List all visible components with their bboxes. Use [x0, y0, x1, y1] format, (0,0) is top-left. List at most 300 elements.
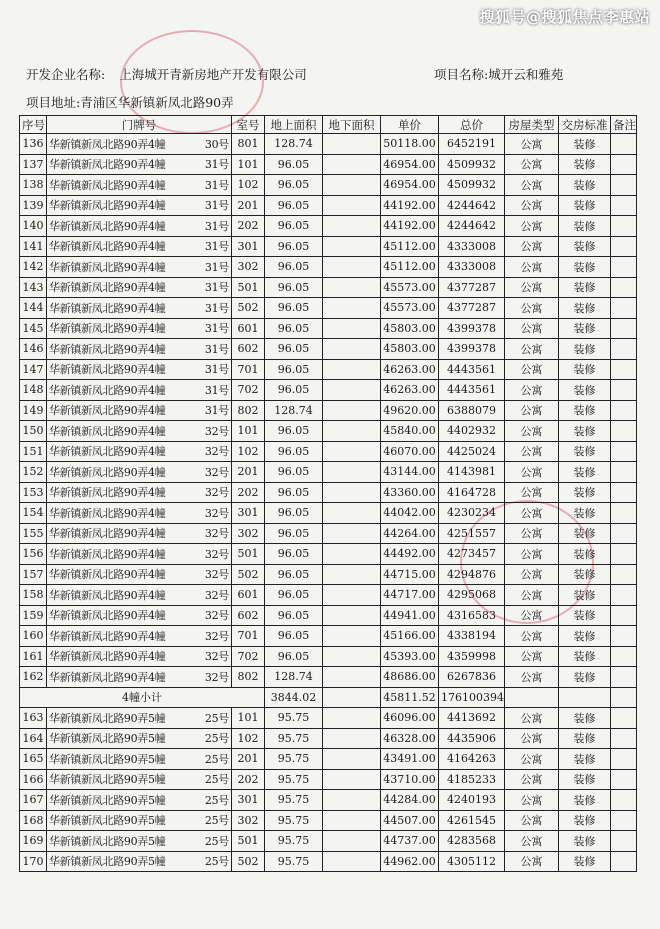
- above-ground-area: 96.05: [265, 298, 323, 319]
- delivery-standard: 装修: [559, 216, 611, 237]
- door-address: [47, 585, 232, 606]
- above-ground-area: 96.05: [265, 585, 323, 606]
- address-text: 华新镇新凤北路90弄4幢: [49, 547, 166, 561]
- remarks: [611, 667, 637, 688]
- remarks: [611, 810, 637, 831]
- table-row: [20, 236, 637, 257]
- watermark-text: 搜狐号@搜狐焦点李惠站: [479, 8, 650, 26]
- table-row: [20, 421, 637, 442]
- address-text: 华新镇新凤北路90弄4幢: [49, 465, 166, 479]
- delivery-standard: 装修: [559, 400, 611, 421]
- total-price: 4244642: [439, 216, 505, 237]
- row-number: 162: [20, 667, 47, 688]
- room-number: 602: [232, 339, 265, 360]
- unit-price: 46954.00: [381, 175, 439, 196]
- below-ground-area: [323, 318, 381, 339]
- house-type: 公寓: [505, 790, 559, 811]
- total-price: 4316583: [439, 605, 505, 626]
- unit-price: 45393.00: [381, 646, 439, 667]
- room-number: 602: [232, 605, 265, 626]
- above-ground-area: 96.05: [265, 154, 323, 175]
- row-number: 144: [20, 298, 47, 319]
- table-row: [20, 482, 637, 503]
- room-number: 801: [232, 134, 265, 155]
- below-ground-area: [323, 646, 381, 667]
- unit-price: 45573.00: [381, 277, 439, 298]
- room-number: 302: [232, 810, 265, 831]
- unit-price: 44941.00: [381, 605, 439, 626]
- house-type: 公寓: [505, 359, 559, 380]
- room-number: 301: [232, 236, 265, 257]
- remarks: [611, 236, 637, 257]
- column-header: 地上面积: [265, 116, 323, 134]
- unit-price: 46096.00: [381, 708, 439, 729]
- address-text: 华新镇新凤北路90弄4幢: [49, 219, 166, 233]
- house-type: 公寓: [505, 298, 559, 319]
- total-price: 4509932: [439, 154, 505, 175]
- room-number: 202: [232, 216, 265, 237]
- delivery-standard: 装修: [559, 769, 611, 790]
- building-number: 25号: [204, 732, 229, 746]
- room-number: 302: [232, 523, 265, 544]
- delivery-standard: 装修: [559, 564, 611, 585]
- unit-price: 44737.00: [381, 831, 439, 852]
- address-text: 华新镇新凤北路90弄5幢: [49, 814, 166, 828]
- address-text: 华新镇新凤北路90弄4幢: [49, 527, 166, 541]
- above-ground-area: 96.05: [265, 646, 323, 667]
- below-ground-area: [323, 605, 381, 626]
- above-ground-area: 96.05: [265, 462, 323, 483]
- door-address: [47, 462, 232, 483]
- door-address: [47, 503, 232, 524]
- row-number: 167: [20, 790, 47, 811]
- address-text: 华新镇新凤北路90弄5幢: [49, 855, 166, 869]
- address-text: 华新镇新凤北路90弄5幢: [49, 732, 166, 746]
- row-number: 138: [20, 175, 47, 196]
- building-number: 32号: [204, 568, 229, 582]
- building-number: 25号: [204, 711, 229, 725]
- row-number: 157: [20, 564, 47, 585]
- house-type: 公寓: [505, 462, 559, 483]
- below-ground-area: [323, 441, 381, 462]
- table-row: [20, 769, 637, 790]
- house-type: 公寓: [505, 216, 559, 237]
- room-number: 101: [232, 154, 265, 175]
- row-number: 147: [20, 359, 47, 380]
- row-number: 145: [20, 318, 47, 339]
- address-text: 华新镇新凤北路90弄4幢: [49, 609, 166, 623]
- row-number: 150: [20, 421, 47, 442]
- door-address: [47, 646, 232, 667]
- house-type: 公寓: [505, 441, 559, 462]
- row-number: 143: [20, 277, 47, 298]
- remarks: [611, 400, 637, 421]
- below-ground-area: [323, 236, 381, 257]
- unit-price: 44264.00: [381, 523, 439, 544]
- room-number: 301: [232, 790, 265, 811]
- unit-price: 43491.00: [381, 749, 439, 770]
- below-ground-area: [323, 585, 381, 606]
- delivery-standard: 装修: [559, 585, 611, 606]
- house-type: 公寓: [505, 236, 559, 257]
- row-number: 163: [20, 708, 47, 729]
- room-number: 502: [232, 564, 265, 585]
- remarks: [611, 462, 637, 483]
- remarks: [611, 339, 637, 360]
- row-number: 169: [20, 831, 47, 852]
- table-row: [20, 277, 637, 298]
- table-row: [20, 708, 637, 729]
- total-price: 6267836: [439, 667, 505, 688]
- above-ground-area: 95.75: [265, 851, 323, 872]
- table-row: [20, 400, 637, 421]
- house-type: 公寓: [505, 544, 559, 565]
- room-number: 501: [232, 831, 265, 852]
- table-row: [20, 175, 637, 196]
- house-type: 公寓: [505, 318, 559, 339]
- room-number: 601: [232, 585, 265, 606]
- subtotal-label: 4幢小计: [20, 687, 265, 708]
- table-row: [20, 749, 637, 770]
- house-type: 公寓: [505, 605, 559, 626]
- column-header: 总价: [439, 116, 505, 134]
- table-row: [20, 564, 637, 585]
- remarks: [611, 134, 637, 155]
- total-price: 4443561: [439, 380, 505, 401]
- below-ground-area: [323, 523, 381, 544]
- door-address: [47, 605, 232, 626]
- total-price: 4143981: [439, 462, 505, 483]
- address-text: 华新镇新凤北路90弄4幢: [49, 199, 166, 213]
- building-number: 31号: [204, 199, 229, 213]
- table-row: [20, 728, 637, 749]
- delivery-standard: 装修: [559, 359, 611, 380]
- address-text: 华新镇新凤北路90弄4幢: [49, 363, 166, 377]
- total-price: 4305112: [439, 851, 505, 872]
- building-number: 32号: [204, 650, 229, 664]
- delivery-standard: 装修: [559, 318, 611, 339]
- door-address: [47, 441, 232, 462]
- subtotal-row: [20, 687, 637, 708]
- below-ground-area: [323, 359, 381, 380]
- above-ground-area: 128.74: [265, 667, 323, 688]
- building-number: 31号: [204, 383, 229, 397]
- remarks: [611, 298, 637, 319]
- above-ground-area: 96.05: [265, 544, 323, 565]
- table-row: [20, 503, 637, 524]
- below-ground-area: [323, 380, 381, 401]
- subtotal-remarks: [611, 687, 637, 708]
- below-ground-area: [323, 216, 381, 237]
- table-row: [20, 790, 637, 811]
- delivery-standard: 装修: [559, 831, 611, 852]
- total-price: 4443561: [439, 359, 505, 380]
- address-text: 华新镇新凤北路90弄4幢: [49, 506, 166, 520]
- table-row: [20, 810, 637, 831]
- table-row: [20, 851, 637, 872]
- above-ground-area: 96.05: [265, 482, 323, 503]
- address-text: 华新镇新凤北路90弄4幢: [49, 178, 166, 192]
- building-number: 32号: [204, 609, 229, 623]
- total-price: 4333008: [439, 236, 505, 257]
- above-ground-area: 128.74: [265, 400, 323, 421]
- developer-value: 上海城开青新房地产开发有限公司: [119, 67, 307, 82]
- table-row: [20, 318, 637, 339]
- table-row: [20, 646, 637, 667]
- remarks: [611, 421, 637, 442]
- house-type: 公寓: [505, 585, 559, 606]
- house-type: 公寓: [505, 523, 559, 544]
- table-row: [20, 831, 637, 852]
- delivery-standard: 装修: [559, 708, 611, 729]
- building-number: 30号: [204, 137, 229, 151]
- row-number: 168: [20, 810, 47, 831]
- remarks: [611, 441, 637, 462]
- house-type: 公寓: [505, 482, 559, 503]
- row-number: 165: [20, 749, 47, 770]
- address-text: 华新镇新凤北路90弄4幢: [49, 629, 166, 643]
- above-ground-area: 96.05: [265, 605, 323, 626]
- house-type: 公寓: [505, 749, 559, 770]
- above-ground-area: 95.75: [265, 769, 323, 790]
- room-number: 102: [232, 728, 265, 749]
- building-number: 25号: [204, 793, 229, 807]
- above-ground-area: 96.05: [265, 441, 323, 462]
- above-ground-area: 96.05: [265, 626, 323, 647]
- delivery-standard: 装修: [559, 482, 611, 503]
- unit-price: 45573.00: [381, 298, 439, 319]
- above-ground-area: 96.05: [265, 318, 323, 339]
- remarks: [611, 216, 637, 237]
- remarks: [611, 769, 637, 790]
- room-number: 102: [232, 175, 265, 196]
- below-ground-area: [323, 544, 381, 565]
- building-number: 32号: [204, 506, 229, 520]
- total-price: 4509932: [439, 175, 505, 196]
- table-row: [20, 134, 637, 155]
- unit-price: 46263.00: [381, 380, 439, 401]
- house-type: 公寓: [505, 195, 559, 216]
- unit-price: 44192.00: [381, 216, 439, 237]
- row-number: 156: [20, 544, 47, 565]
- row-number: 141: [20, 236, 47, 257]
- house-type: 公寓: [505, 421, 559, 442]
- below-ground-area: [323, 154, 381, 175]
- below-ground-area: [323, 790, 381, 811]
- table-row: [20, 257, 637, 278]
- above-ground-area: 95.75: [265, 831, 323, 852]
- address-text: 华新镇新凤北路90弄5幢: [49, 711, 166, 725]
- row-number: 158: [20, 585, 47, 606]
- remarks: [611, 790, 637, 811]
- address-text: 华新镇新凤北路90弄5幢: [49, 834, 166, 848]
- unit-price: 44507.00: [381, 810, 439, 831]
- delivery-standard: 装修: [559, 134, 611, 155]
- room-number: 202: [232, 482, 265, 503]
- door-address: [47, 421, 232, 442]
- total-price: 4377287: [439, 277, 505, 298]
- subtotal-type: [505, 687, 559, 708]
- delivery-standard: 装修: [559, 810, 611, 831]
- row-number: 148: [20, 380, 47, 401]
- total-price: 4273457: [439, 544, 505, 565]
- above-ground-area: 95.75: [265, 810, 323, 831]
- table-row: [20, 585, 637, 606]
- column-header: 备注: [611, 116, 637, 134]
- house-type: 公寓: [505, 810, 559, 831]
- remarks: [611, 544, 637, 565]
- door-address: [47, 154, 232, 175]
- row-number: 170: [20, 851, 47, 872]
- total-price: 6452191: [439, 134, 505, 155]
- address-label: 项目地址:: [26, 95, 81, 110]
- below-ground-area: [323, 339, 381, 360]
- door-address: [47, 708, 232, 729]
- above-ground-area: 96.05: [265, 421, 323, 442]
- building-number: 25号: [204, 752, 229, 766]
- room-number: 702: [232, 380, 265, 401]
- house-type: 公寓: [505, 154, 559, 175]
- total-price: 4261545: [439, 810, 505, 831]
- remarks: [611, 175, 637, 196]
- unit-price: 45112.00: [381, 236, 439, 257]
- below-ground-area: [323, 749, 381, 770]
- door-address: [47, 749, 232, 770]
- delivery-standard: 装修: [559, 421, 611, 442]
- above-ground-area: 128.74: [265, 134, 323, 155]
- unit-price: 46328.00: [381, 728, 439, 749]
- address-text: 华新镇新凤北路90弄4幢: [49, 240, 166, 254]
- delivery-standard: 装修: [559, 257, 611, 278]
- room-number: 101: [232, 708, 265, 729]
- developer-info: [26, 65, 307, 83]
- row-number: 142: [20, 257, 47, 278]
- unit-price: 48686.00: [381, 667, 439, 688]
- row-number: 153: [20, 482, 47, 503]
- house-type: 公寓: [505, 708, 559, 729]
- building-number: 31号: [204, 363, 229, 377]
- remarks: [611, 277, 637, 298]
- unit-price: 43360.00: [381, 482, 439, 503]
- building-number: 31号: [204, 322, 229, 336]
- row-number: 137: [20, 154, 47, 175]
- building-number: 31号: [204, 219, 229, 233]
- unit-price: 44715.00: [381, 564, 439, 585]
- room-number: 501: [232, 277, 265, 298]
- house-type: 公寓: [505, 831, 559, 852]
- row-number: 139: [20, 195, 47, 216]
- total-price: 4240193: [439, 790, 505, 811]
- delivery-standard: 装修: [559, 790, 611, 811]
- door-address: [47, 380, 232, 401]
- address-text: 华新镇新凤北路90弄4幢: [49, 260, 166, 274]
- below-ground-area: [323, 728, 381, 749]
- below-ground-area: [323, 564, 381, 585]
- column-header: 序号: [20, 116, 47, 134]
- delivery-standard: 装修: [559, 626, 611, 647]
- remarks: [611, 523, 637, 544]
- house-type: 公寓: [505, 851, 559, 872]
- address-text: 华新镇新凤北路90弄4幢: [49, 568, 166, 582]
- remarks: [611, 728, 637, 749]
- delivery-standard: 装修: [559, 728, 611, 749]
- table-row: [20, 667, 637, 688]
- below-ground-area: [323, 626, 381, 647]
- subtotal-below-area: [323, 687, 381, 708]
- house-type: 公寓: [505, 503, 559, 524]
- address-text: 华新镇新凤北路90弄5幢: [49, 752, 166, 766]
- below-ground-area: [323, 503, 381, 524]
- door-address: [47, 523, 232, 544]
- door-address: [47, 359, 232, 380]
- building-number: 31号: [204, 404, 229, 418]
- room-number: 201: [232, 195, 265, 216]
- total-price: 4283568: [439, 831, 505, 852]
- row-number: 152: [20, 462, 47, 483]
- house-type: 公寓: [505, 400, 559, 421]
- unit-price: 45803.00: [381, 318, 439, 339]
- address-text: 华新镇新凤北路90弄4幢: [49, 670, 166, 684]
- row-number: 154: [20, 503, 47, 524]
- above-ground-area: 96.05: [265, 277, 323, 298]
- above-ground-area: 96.05: [265, 257, 323, 278]
- total-price: 4185233: [439, 769, 505, 790]
- subtotal-area: 3844.02: [265, 687, 323, 708]
- door-address: [47, 544, 232, 565]
- house-type: 公寓: [505, 257, 559, 278]
- room-number: 702: [232, 646, 265, 667]
- row-number: 146: [20, 339, 47, 360]
- door-address: [47, 790, 232, 811]
- unit-price: 44492.00: [381, 544, 439, 565]
- room-number: 802: [232, 400, 265, 421]
- total-price: 4164728: [439, 482, 505, 503]
- address-text: 华新镇新凤北路90弄4幢: [49, 322, 166, 336]
- total-price: 4425024: [439, 441, 505, 462]
- remarks: [611, 318, 637, 339]
- table-row: [20, 339, 637, 360]
- door-address: [47, 175, 232, 196]
- above-ground-area: 95.75: [265, 708, 323, 729]
- delivery-standard: 装修: [559, 277, 611, 298]
- unit-price: 46954.00: [381, 154, 439, 175]
- unit-price: 46263.00: [381, 359, 439, 380]
- house-type: 公寓: [505, 339, 559, 360]
- row-number: 136: [20, 134, 47, 155]
- building-number: 32号: [204, 547, 229, 561]
- remarks: [611, 831, 637, 852]
- building-number: 32号: [204, 424, 229, 438]
- unit-price: 43144.00: [381, 462, 439, 483]
- room-number: 701: [232, 359, 265, 380]
- delivery-standard: 装修: [559, 503, 611, 524]
- above-ground-area: 96.05: [265, 175, 323, 196]
- unit-price: 45803.00: [381, 339, 439, 360]
- door-address: [47, 257, 232, 278]
- total-price: 4244642: [439, 195, 505, 216]
- below-ground-area: [323, 175, 381, 196]
- total-price: 4402932: [439, 421, 505, 442]
- above-ground-area: 96.05: [265, 523, 323, 544]
- address-value: 青浦区华新镇新凤北路90弄: [80, 95, 234, 110]
- row-number: 159: [20, 605, 47, 626]
- room-number: 201: [232, 749, 265, 770]
- below-ground-area: [323, 851, 381, 872]
- address-text: 华新镇新凤北路90弄4幢: [49, 137, 166, 151]
- building-number: 31号: [204, 301, 229, 315]
- building-number: 32号: [204, 486, 229, 500]
- delivery-standard: 装修: [559, 667, 611, 688]
